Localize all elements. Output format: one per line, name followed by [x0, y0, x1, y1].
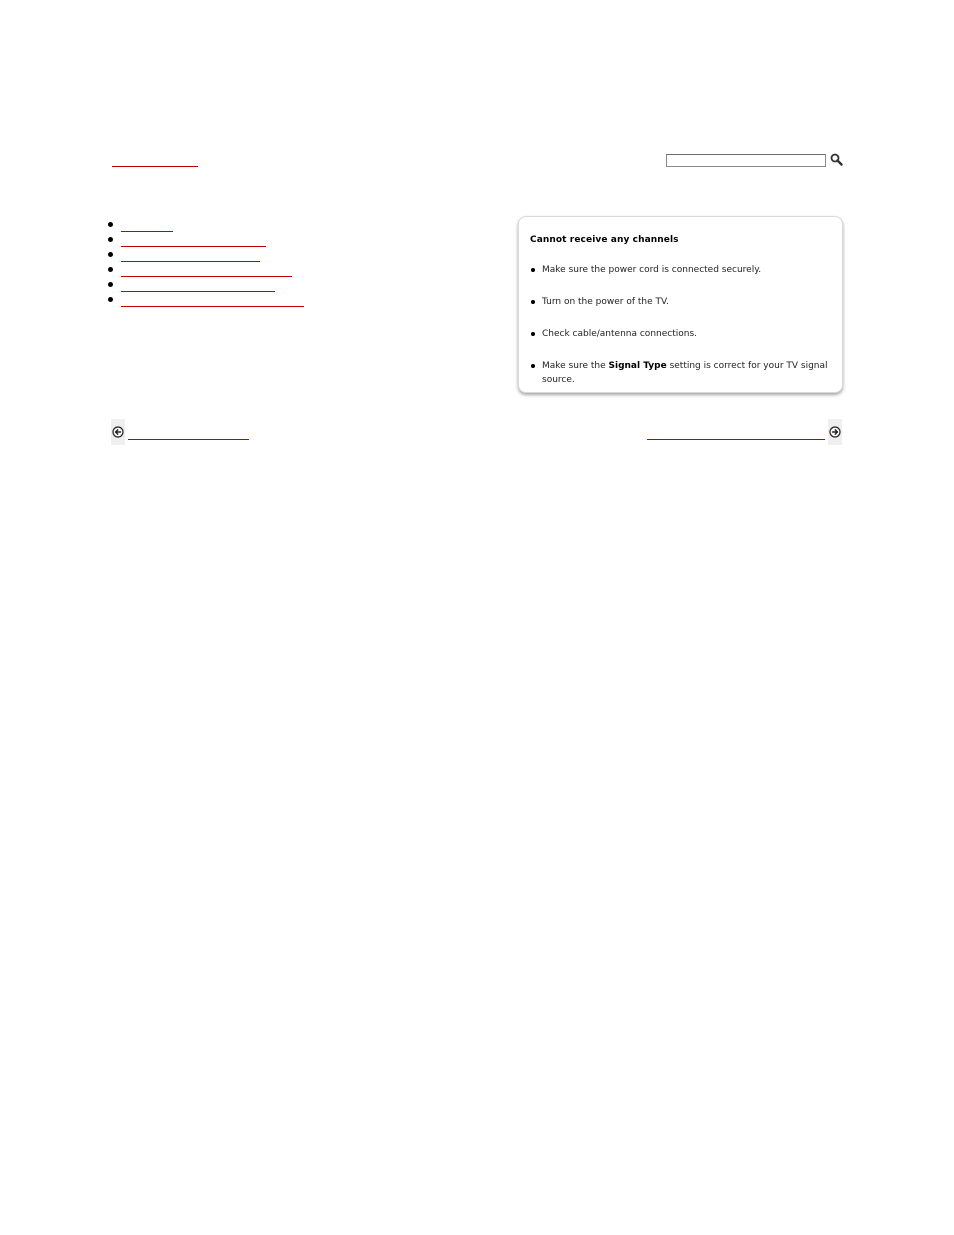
- next-page-link[interactable]: [647, 419, 842, 445]
- topic-link-3[interactable]: [121, 250, 260, 262]
- topic-link-5[interactable]: [121, 280, 275, 292]
- troubleshooting-box: [518, 216, 843, 393]
- topic-link-4[interactable]: [121, 265, 292, 277]
- arrow-left-circle-icon: [111, 419, 125, 445]
- list-item: [104, 277, 304, 292]
- list-item: [104, 247, 304, 262]
- next-page-label: [647, 427, 825, 440]
- arrow-right-circle-icon: [828, 419, 842, 445]
- previous-page-link[interactable]: [111, 419, 249, 445]
- tip-text: Make sure the: [542, 361, 609, 371]
- topic-link-2[interactable]: [121, 235, 266, 247]
- tip-item: Turn on the power of the TV.: [530, 295, 832, 309]
- tip-item: [530, 359, 832, 387]
- magnifier-icon: [830, 153, 843, 166]
- tip-item: Make sure the power cord is connected securely.: [530, 263, 832, 277]
- search-input[interactable]: [666, 154, 826, 167]
- setting-name: Signal Type: [608, 361, 667, 371]
- list-item: [104, 217, 304, 232]
- topic-link-6[interactable]: [121, 295, 304, 307]
- tip-list: [530, 263, 832, 387]
- box-title: Cannot receive any channels: [530, 235, 679, 245]
- list-item: [104, 262, 304, 277]
- tip-text: setting is correct for your TV signal source.: [542, 361, 828, 385]
- topic-list: [104, 217, 304, 307]
- tip-item: Check cable/antenna connections.: [530, 327, 832, 341]
- top-link[interactable]: [112, 152, 198, 167]
- previous-page-label: [128, 427, 249, 440]
- search-button[interactable]: [830, 153, 843, 166]
- topic-link-1[interactable]: [121, 220, 173, 232]
- list-item: [104, 292, 304, 307]
- list-item: [104, 232, 304, 247]
